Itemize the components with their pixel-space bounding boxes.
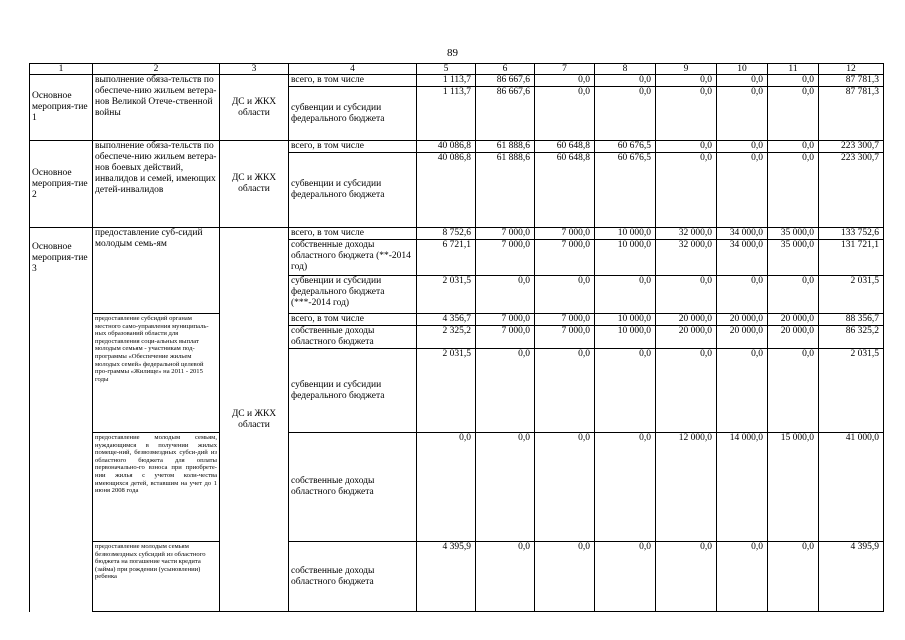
value-cell: 4 395,9 xyxy=(819,542,884,612)
value-cell: 1 113,7 xyxy=(417,75,476,87)
funding-source: всего, в том числе xyxy=(289,228,417,240)
funding-source: всего, в том числе xyxy=(289,141,417,153)
value-cell: 0,0 xyxy=(717,542,768,612)
value-cell: 10 000,0 xyxy=(595,240,656,276)
value-cell: 0,0 xyxy=(768,87,819,141)
value-cell: 131 721,1 xyxy=(819,240,884,276)
value-cell: 10 000,0 xyxy=(595,314,656,326)
value-cell: 0,0 xyxy=(768,75,819,87)
activity-name: Основное мероприя-тие 3 xyxy=(30,228,93,612)
value-cell: 4 395,9 xyxy=(417,542,476,612)
executor: ДС и ЖКХ области xyxy=(220,141,289,228)
header-row xyxy=(30,64,884,75)
funding-source: субвенции и субсидии федерального бюджета xyxy=(289,349,417,433)
value-cell: 86 667,6 xyxy=(476,87,535,141)
table-row xyxy=(30,542,884,612)
value-cell: 7 000,0 xyxy=(476,228,535,240)
value-cell: 0,0 xyxy=(535,433,595,542)
value-cell: 7 000,0 xyxy=(476,326,535,349)
activity-name: Основное мероприя-тие 1 xyxy=(30,75,93,141)
value-cell: 61 888,6 xyxy=(476,141,535,153)
table-row xyxy=(30,228,884,240)
value-cell: 0,0 xyxy=(535,276,595,314)
executor: ДС и ЖКХ области xyxy=(220,75,289,141)
value-cell: 2 031,5 xyxy=(417,276,476,314)
value-cell: 0,0 xyxy=(595,349,656,433)
value-cell: 10 000,0 xyxy=(595,228,656,240)
header-cell: 9 xyxy=(656,64,717,75)
value-cell: 87 781,3 xyxy=(819,87,884,141)
value-cell: 7 000,0 xyxy=(535,240,595,276)
value-cell: 4 356,7 xyxy=(417,314,476,326)
table-row xyxy=(30,75,884,87)
value-cell: 32 000,0 xyxy=(656,228,717,240)
activity-description: предоставление суб-сидий молодым семь-ям xyxy=(93,228,220,314)
value-cell: 0,0 xyxy=(717,75,768,87)
value-cell: 0,0 xyxy=(768,349,819,433)
value-cell: 0,0 xyxy=(656,349,717,433)
value-cell: 60 648,8 xyxy=(535,141,595,153)
value-cell: 12 000,0 xyxy=(656,433,717,542)
header-cell: 10 xyxy=(717,64,768,75)
value-cell: 20 000,0 xyxy=(656,326,717,349)
value-cell: 223 300,7 xyxy=(819,153,884,228)
value-cell: 7 000,0 xyxy=(535,314,595,326)
value-cell: 0,0 xyxy=(717,87,768,141)
page-number: 89 xyxy=(447,47,458,59)
value-cell: 60 676,5 xyxy=(595,141,656,153)
value-cell: 20 000,0 xyxy=(717,314,768,326)
header-cell: 8 xyxy=(595,64,656,75)
value-cell: 7 000,0 xyxy=(476,240,535,276)
subactivity-description: предоставление молодым семьям безвозмездных субсидий из областного бюджета на погашение части кредита (займа) при рождении (усыновлении) ребенка xyxy=(93,542,220,612)
value-cell: 0,0 xyxy=(656,542,717,612)
value-cell: 8 752,6 xyxy=(417,228,476,240)
value-cell: 88 356,7 xyxy=(819,314,884,326)
value-cell: 133 752,6 xyxy=(819,228,884,240)
value-cell: 86 325,2 xyxy=(819,326,884,349)
activity-name: Основное мероприя-тие 2 xyxy=(30,141,93,228)
value-cell: 0,0 xyxy=(417,433,476,542)
value-cell: 0,0 xyxy=(768,141,819,153)
value-cell: 0,0 xyxy=(476,433,535,542)
subactivity-description: предоставление молодым семьям, нуждающимся в получении жилых помеще-ний, безвозмездных субси-дий из областного бюджета для оплаты первоначально-го взноса при приобрете-нии жилья с учетом коли-чества имеющихся детей, вставшим на учет до 1 июня 2008 года xyxy=(93,433,220,542)
value-cell: 86 667,6 xyxy=(476,75,535,87)
value-cell: 6 721,1 xyxy=(417,240,476,276)
value-cell: 32 000,0 xyxy=(656,240,717,276)
header-cell: 6 xyxy=(476,64,535,75)
value-cell: 15 000,0 xyxy=(768,433,819,542)
value-cell: 0,0 xyxy=(535,87,595,141)
value-cell: 20 000,0 xyxy=(717,326,768,349)
funding-source: всего, в том числе xyxy=(289,75,417,87)
value-cell: 10 000,0 xyxy=(595,326,656,349)
value-cell: 0,0 xyxy=(768,542,819,612)
subactivity-description: предоставление субсидий органам местного само-управления муниципаль-ных образований области для предоставления соци-альных выплат молодым семьям - участникам под-программы «Обеспечение жильем молодых семей» федеральной целевой про-граммы «Жилище» на 2011 - 2015 годы xyxy=(93,314,220,433)
value-cell: 0,0 xyxy=(476,542,535,612)
header-cell: 7 xyxy=(535,64,595,75)
value-cell: 14 000,0 xyxy=(717,433,768,542)
value-cell: 0,0 xyxy=(535,542,595,612)
value-cell: 1 113,7 xyxy=(417,87,476,141)
value-cell: 0,0 xyxy=(656,87,717,141)
value-cell: 0,0 xyxy=(595,433,656,542)
funding-source: собственные доходы областного бюджета xyxy=(289,542,417,612)
value-cell: 0,0 xyxy=(717,349,768,433)
value-cell: 34 000,0 xyxy=(717,240,768,276)
value-cell: 2 031,5 xyxy=(417,349,476,433)
value-cell: 0,0 xyxy=(535,349,595,433)
header-cell: 2 xyxy=(93,64,220,75)
value-cell: 0,0 xyxy=(656,153,717,228)
value-cell: 35 000,0 xyxy=(768,240,819,276)
value-cell: 0,0 xyxy=(717,141,768,153)
value-cell: 87 781,3 xyxy=(819,75,884,87)
table-row xyxy=(30,433,884,542)
header-cell: 11 xyxy=(768,64,819,75)
value-cell: 20 000,0 xyxy=(768,326,819,349)
header-cell: 4 xyxy=(289,64,417,75)
value-cell: 0,0 xyxy=(656,141,717,153)
funding-source: собственные доходы областного бюджета xyxy=(289,433,417,542)
value-cell: 0,0 xyxy=(717,276,768,314)
header-cell: 1 xyxy=(30,64,93,75)
activity-description: выполнение обяза-тельств по обеспече-нию жильем ветера-нов боевых действий, инвалидов и семей, имеющих детей-инвалидов xyxy=(93,141,220,228)
funding-source: собственные доходы областного бюджета xyxy=(289,326,417,349)
funding-source: собственные доходы областного бюджета (**-2014 год) xyxy=(289,240,417,276)
value-cell: 35 000,0 xyxy=(768,228,819,240)
value-cell: 34 000,0 xyxy=(717,228,768,240)
value-cell: 223 300,7 xyxy=(819,141,884,153)
value-cell: 40 086,8 xyxy=(417,153,476,228)
funding-source: субвенции и субсидии федерального бюджета (***-2014 год) xyxy=(289,276,417,314)
value-cell: 0,0 xyxy=(768,276,819,314)
activity-description: выполнение обяза-тельств по обеспече-нию жильем ветера-нов Великой Отече-ственной войны xyxy=(93,75,220,141)
value-cell: 61 888,6 xyxy=(476,153,535,228)
value-cell: 2 031,5 xyxy=(819,276,884,314)
value-cell: 0,0 xyxy=(656,276,717,314)
value-cell: 0,0 xyxy=(595,87,656,141)
header-cell: 3 xyxy=(220,64,289,75)
value-cell: 60 648,8 xyxy=(535,153,595,228)
value-cell: 41 000,0 xyxy=(819,433,884,542)
value-cell: 20 000,0 xyxy=(656,314,717,326)
value-cell: 40 086,8 xyxy=(417,141,476,153)
table-row xyxy=(30,314,884,326)
value-cell: 0,0 xyxy=(476,349,535,433)
value-cell: 7 000,0 xyxy=(476,314,535,326)
budget-table xyxy=(29,63,884,612)
table-row xyxy=(30,141,884,153)
value-cell: 0,0 xyxy=(717,153,768,228)
funding-source: субвенции и субсидии федерального бюджета xyxy=(289,153,417,228)
value-cell: 0,0 xyxy=(535,75,595,87)
funding-source: субвенции и субсидии федерального бюджета xyxy=(289,87,417,141)
value-cell: 20 000,0 xyxy=(768,314,819,326)
header-cell: 12 xyxy=(819,64,884,75)
value-cell: 0,0 xyxy=(595,542,656,612)
funding-source: всего, в том числе xyxy=(289,314,417,326)
executor: ДС и ЖКХ области xyxy=(220,228,289,612)
value-cell: 0,0 xyxy=(768,153,819,228)
header-cell: 5 xyxy=(417,64,476,75)
value-cell: 0,0 xyxy=(476,276,535,314)
value-cell: 2 031,5 xyxy=(819,349,884,433)
value-cell: 0,0 xyxy=(595,75,656,87)
value-cell: 0,0 xyxy=(595,276,656,314)
value-cell: 60 676,5 xyxy=(595,153,656,228)
value-cell: 7 000,0 xyxy=(535,326,595,349)
value-cell: 7 000,0 xyxy=(535,228,595,240)
value-cell: 2 325,2 xyxy=(417,326,476,349)
value-cell: 0,0 xyxy=(656,75,717,87)
